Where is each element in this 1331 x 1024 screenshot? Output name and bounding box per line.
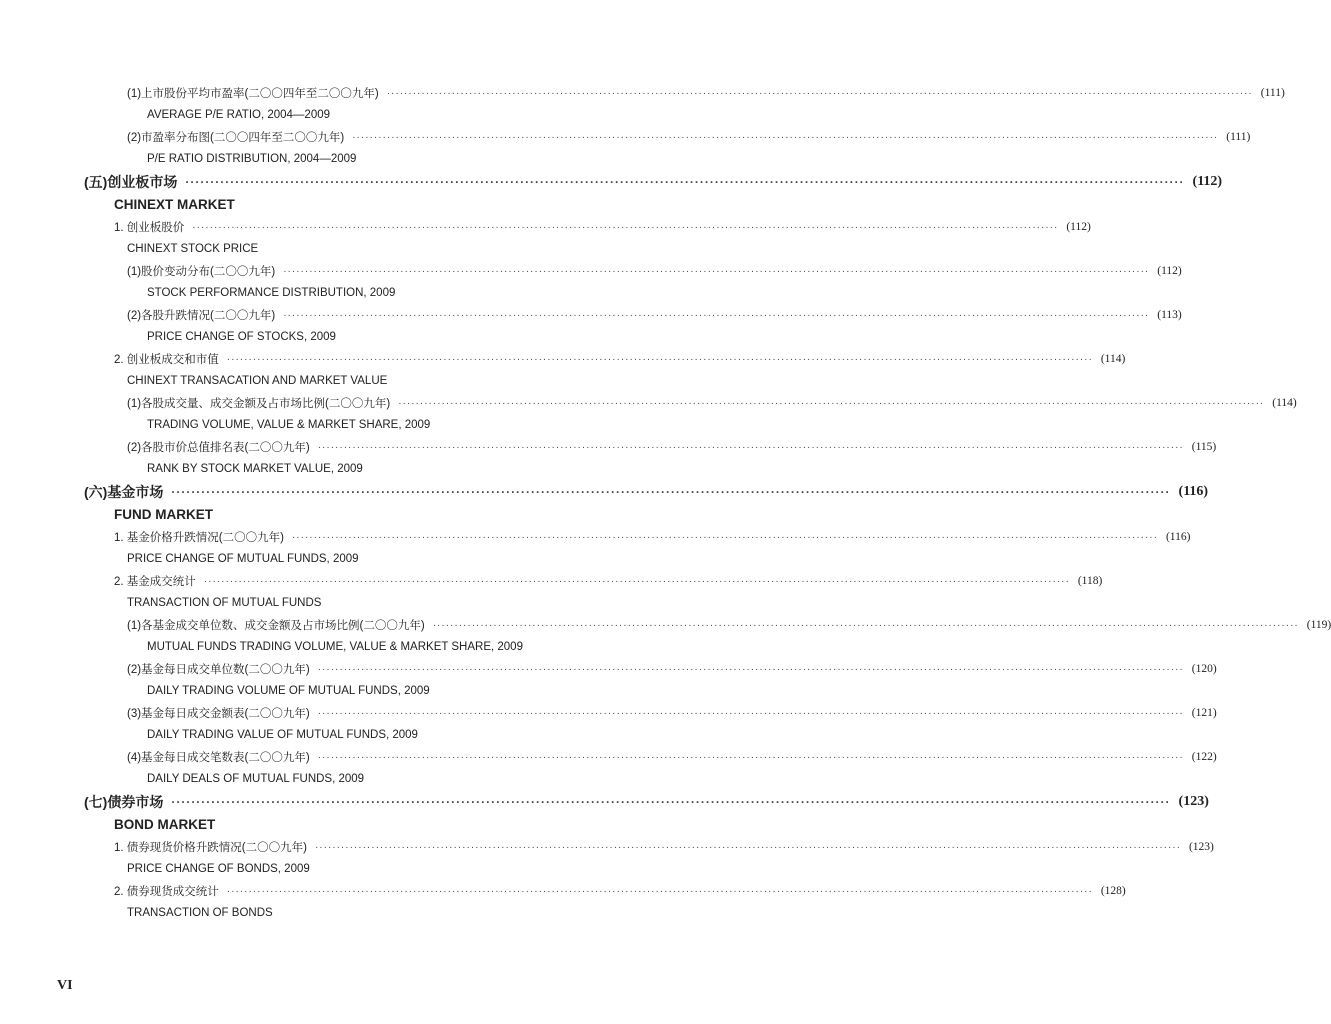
- toc-entry-title: (2)各股升跌情况(二〇〇九年): [127, 310, 276, 322]
- toc-entry-title: 2. 债券现货成交统计: [114, 886, 219, 898]
- toc-entry[interactable]: [114, 880, 1126, 902]
- toc-entry[interactable]: [127, 304, 1182, 326]
- toc-entry[interactable]: [127, 702, 1217, 724]
- toc-page-number: (113): [1157, 309, 1182, 321]
- toc-entry-english: [147, 636, 745, 658]
- toc-page-number: (123): [1188, 841, 1214, 853]
- toc-page-number: (111): [1226, 131, 1251, 143]
- toc-entry-title: PRICE CHANGE OF MUTUAL FUNDS, 2009: [127, 553, 359, 565]
- toc-page-number: (114): [1100, 353, 1126, 365]
- toc-entry-english: [147, 458, 745, 480]
- toc-entry-english: [127, 592, 745, 614]
- dot-leader: ········································································································································································································: [398, 397, 1265, 409]
- toc-entry-title: CHINEXT MARKET: [114, 197, 235, 212]
- toc-entry-title: (1)上市股份平均市盈率(二〇〇四年至二〇〇九年): [127, 88, 379, 100]
- toc-entry-title: (2)各股市价总值排名表(二〇〇九年): [127, 442, 310, 454]
- toc-entry-title: (1)各基金成交单位数、成交金额及占市场比例(二〇〇九年): [127, 620, 425, 632]
- toc-entry-title: AVERAGE P/E RATIO, 2004—2009: [147, 109, 331, 121]
- toc-entry-english: [147, 724, 745, 746]
- toc-entry-english: [127, 370, 745, 392]
- dot-leader: ········································································································································································································: [171, 484, 1171, 499]
- toc-entry-title: (4)基金每日成交笔数表(二〇〇九年): [127, 752, 310, 764]
- dot-leader: ········································································································································································································: [386, 87, 1253, 99]
- dot-leader: ········································································································································································································: [226, 885, 1093, 897]
- toc-entry-english: [147, 414, 745, 436]
- dot-leader: ········································································································································································································: [283, 309, 1150, 321]
- dot-leader: ········································································································································································································: [203, 575, 1070, 587]
- toc-entry[interactable]: [127, 436, 1217, 458]
- toc-entry-title: (1)各股成交量、成交金额及占市场比例(二〇〇九年): [127, 398, 391, 410]
- toc-entry[interactable]: [127, 614, 1331, 636]
- toc-page-number: (115): [1191, 441, 1217, 453]
- toc-page-number: (121): [1191, 707, 1217, 719]
- toc-entry-title: 2. 创业板成交和市值: [114, 354, 219, 366]
- toc-page-number: (128): [1100, 885, 1126, 897]
- toc-entry-title: BOND MARKET: [114, 817, 216, 832]
- toc-entry-english: [147, 326, 745, 348]
- toc-entry-title: MUTUAL FUNDS TRADING VOLUME, VALUE & MARKET SHARE, 2009: [147, 641, 523, 653]
- toc-entry-english: [127, 858, 745, 880]
- toc-page-number: (122): [1191, 751, 1217, 763]
- toc-entry-title: 1. 债券现货价格升跌情况(二〇〇九年): [114, 842, 307, 854]
- toc-entry-title: TRANSACTION OF MUTUAL FUNDS: [127, 597, 322, 609]
- toc-entry-title: CHINEXT TRANSACATION AND MARKET VALUE: [127, 375, 388, 387]
- dot-leader: ········································································································································································································: [317, 441, 1184, 453]
- toc-page-number: (120): [1191, 663, 1217, 675]
- dot-leader: ········································································································································································································: [314, 841, 1181, 853]
- toc-entry[interactable]: [127, 260, 1182, 282]
- toc-entry-english: [147, 768, 745, 790]
- toc-entry[interactable]: [127, 658, 1217, 680]
- dot-leader: ········································································································································································································: [283, 265, 1150, 277]
- toc-entry-english: [147, 148, 745, 170]
- toc-entry-english: [147, 104, 745, 126]
- toc-entry[interactable]: [114, 570, 1103, 592]
- page-number: VI: [57, 978, 73, 993]
- toc-entry-title: CHINEXT STOCK PRICE: [127, 243, 259, 255]
- toc-entry-title: 1. 基金价格升跌情况(二〇〇九年): [114, 532, 284, 544]
- dot-leader: ········································································································································································································: [317, 751, 1184, 763]
- toc-entry-english: [114, 193, 745, 216]
- dot-leader: ········································································································································································································: [171, 794, 1171, 809]
- toc-entry-title: (2)市盈率分布图(二〇〇四年至二〇〇九年): [127, 132, 345, 144]
- toc-entry-title: 2. 基金成交统计: [114, 576, 196, 588]
- toc-entry-title: TRADING VOLUME, VALUE & MARKET SHARE, 2009: [147, 419, 431, 431]
- toc-entry-title: DAILY DEALS OF MUTUAL FUNDS, 2009: [147, 773, 365, 785]
- dot-leader: ········································································································································································································: [291, 531, 1158, 543]
- toc-entry-title: TRANSACTION OF BONDS: [127, 907, 273, 919]
- dot-leader: ········································································································································································································: [192, 221, 1059, 233]
- toc-entry-english: [127, 238, 745, 260]
- toc-entry-title: RANK BY STOCK MARKET VALUE, 2009: [147, 463, 363, 475]
- dot-leader: ········································································································································································································: [226, 353, 1093, 365]
- toc-entry-title: (六)基金市场: [84, 483, 164, 500]
- toc-entry-english: [147, 680, 745, 702]
- toc-page-number: (112): [1066, 221, 1091, 233]
- toc-entry-title: (五)创业板市场: [84, 173, 178, 190]
- toc-entry[interactable]: [127, 392, 1297, 414]
- toc-entry[interactable]: [127, 82, 1285, 104]
- toc-entry-title: FUND MARKET: [114, 507, 213, 522]
- toc-entry-title: DAILY TRADING VALUE OF MUTUAL FUNDS, 2009: [147, 729, 418, 741]
- toc-entry-english: [147, 282, 745, 304]
- toc-page-number: (114): [1272, 397, 1297, 409]
- dot-leader: ········································································································································································································: [317, 663, 1184, 675]
- dot-leader: ········································································································································································································: [432, 619, 1299, 631]
- toc-entry[interactable]: [84, 480, 1209, 503]
- toc-entry-title: PRICE CHANGE OF BONDS, 2009: [127, 863, 310, 875]
- toc-entry[interactable]: [114, 216, 1091, 238]
- toc-entry-title: (七)债券市场: [84, 793, 164, 810]
- toc-entry[interactable]: [127, 126, 1251, 148]
- toc-entry-title: PRICE CHANGE OF STOCKS, 2009: [147, 331, 336, 343]
- toc-entry[interactable]: [84, 170, 1223, 193]
- toc-entry-title: (1)股价变动分布(二〇〇九年): [127, 266, 276, 278]
- toc-page-number: (116): [1165, 531, 1191, 543]
- toc-entry[interactable]: [84, 790, 1209, 813]
- toc-entry[interactable]: [114, 348, 1126, 370]
- toc-entry-english: [114, 503, 745, 526]
- toc-entry-title: STOCK PERFORMANCE DISTRIBUTION, 2009: [147, 287, 396, 299]
- toc-entry[interactable]: [127, 746, 1217, 768]
- dot-leader: ········································································································································································································: [185, 174, 1185, 189]
- toc-entry-english: [127, 902, 745, 924]
- toc-page-number: (112): [1157, 265, 1182, 277]
- toc-entry-title: (3)基金每日成交金额表(二〇〇九年): [127, 708, 310, 720]
- toc-entry-title: DAILY TRADING VOLUME OF MUTUAL FUNDS, 2009: [147, 685, 430, 697]
- toc-page-number: (111): [1260, 87, 1285, 99]
- dot-leader: ········································································································································································································: [317, 707, 1184, 719]
- toc-entry-english: [114, 813, 745, 836]
- toc-entry[interactable]: [114, 526, 1191, 548]
- toc-page-number: (123): [1178, 793, 1209, 809]
- toc-entry-title: P/E RATIO DISTRIBUTION, 2004—2009: [147, 153, 357, 165]
- toc-page-number: (119): [1306, 619, 1331, 631]
- toc-entry[interactable]: [114, 836, 1214, 858]
- toc-entry-title: (2)基金每日成交单位数(二〇〇九年): [127, 664, 310, 676]
- table-of-contents: [0, 82, 1331, 924]
- toc-entry-title: 1. 创业板股价: [114, 222, 185, 234]
- toc-entry-english: [127, 548, 745, 570]
- dot-leader: ········································································································································································································: [352, 131, 1219, 143]
- toc-page-number: (112): [1192, 173, 1223, 189]
- toc-page-number: (116): [1178, 483, 1209, 499]
- toc-page-number: (118): [1077, 575, 1103, 587]
